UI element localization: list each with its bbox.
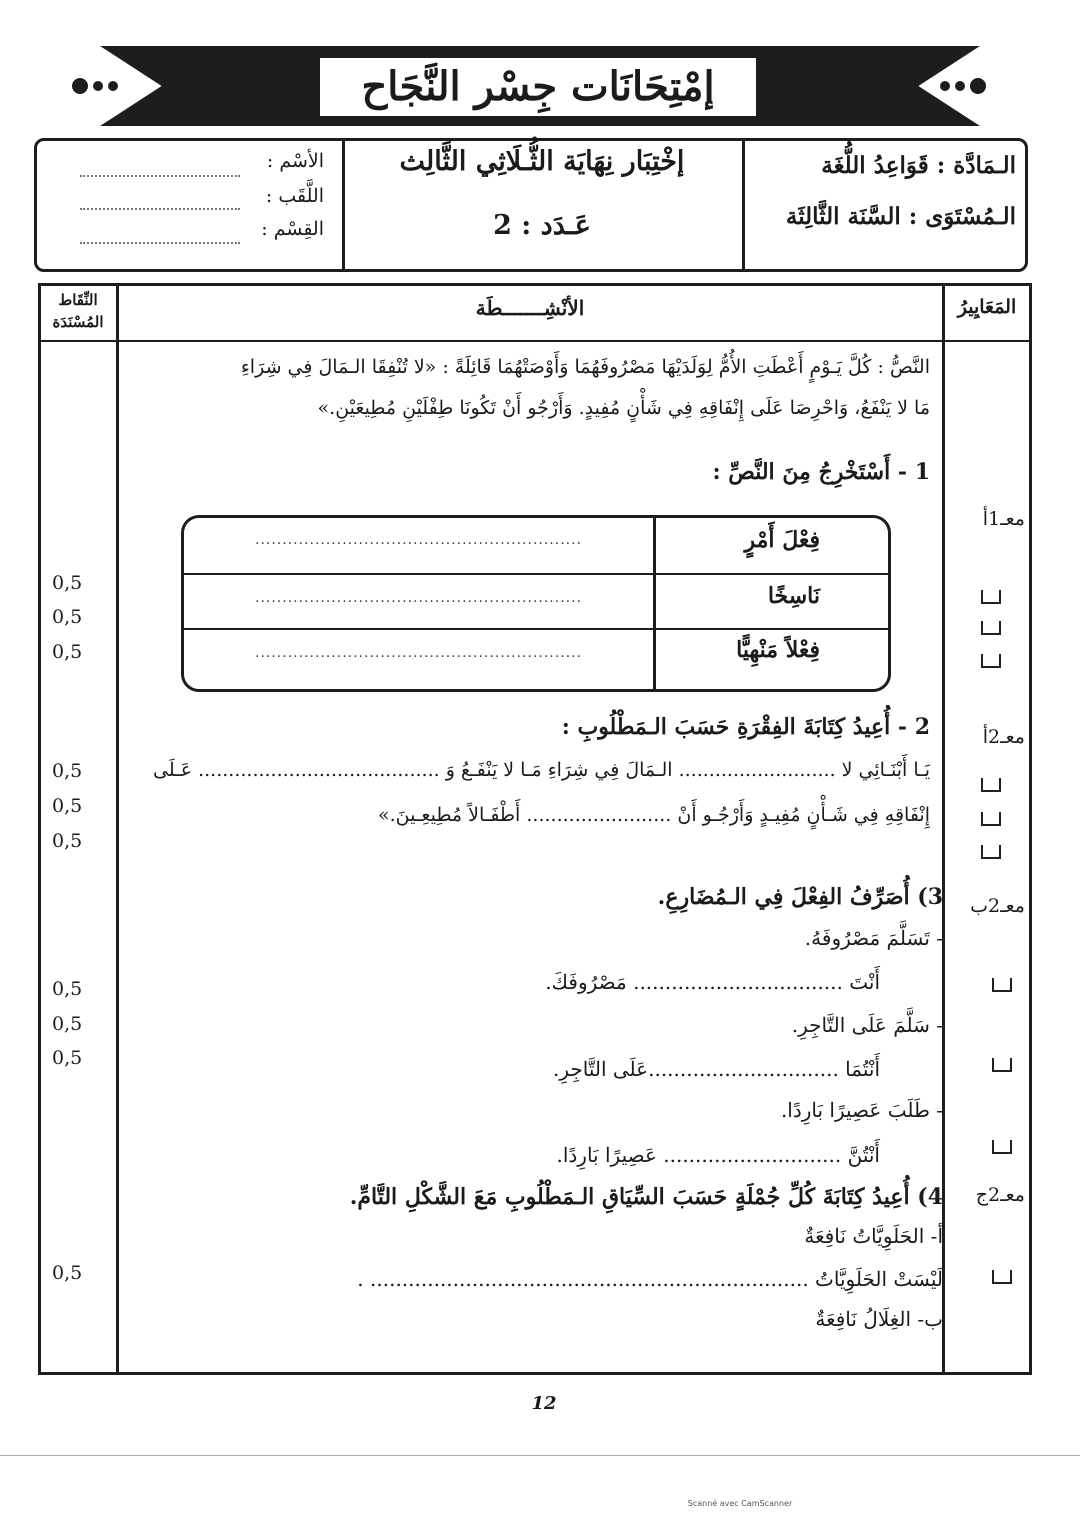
q1-row-2-label: نَاسِخًا	[767, 583, 820, 609]
q4-item-a: أ- الحَلَوِيَّاتُ نَافِعَةٌ	[804, 1224, 943, 1248]
section-field[interactable]	[80, 242, 240, 244]
q3-item-1-answer[interactable]: أَنْتَ ................................. مَصْرُوفَكَ.	[545, 970, 880, 994]
activity-table	[38, 283, 1032, 1375]
q4-prompt: 4) أُعِيدُ كِتَابَةَ كُلِّ جُمْلَةٍ حَسَبَ السِّيَاقِ الـمَطْلُوبِ مَعَ الشَّكْلِ التَّامِّ.	[349, 1184, 943, 1210]
q1-criterion: معـ1أ	[982, 508, 1025, 530]
q4-checkbox-1[interactable]	[992, 1270, 1012, 1284]
q2-checkbox-2[interactable]	[981, 812, 1001, 826]
q3-item-3-answer[interactable]: أَنْتُنَّ ............................ عَصِيرًا بَارِدًا.	[556, 1143, 880, 1167]
q1-checkbox-1[interactable]	[981, 590, 1001, 604]
name-field[interactable]	[80, 175, 240, 177]
q3-checkbox-3[interactable]	[992, 1140, 1012, 1154]
section-label: القِسْم :	[261, 218, 324, 240]
q1-points-3: 0,5	[52, 641, 83, 663]
passage-line-1: النَّصُّ : كُلَّ يَـوْمٍ أَعْطَتِ الأُمُّ لِوَلَدَيْهَا مَصْرُوفَهُمَا وَأَوْصَتْهُمَا قَائِلَةً : «لا تُنْفِقَا الـمَالَ فِي شِرَاءِ	[240, 356, 930, 378]
q2-points-1: 0,5	[52, 760, 83, 782]
q1-points-1: 0,5	[52, 572, 83, 594]
q3-points-2: 0,5	[52, 1013, 83, 1035]
exam-title: إخْتِبَار نِهَايَة الثُّـلَاثِي الثَّالِث	[399, 146, 685, 177]
criteria-header: المَعَايِيرُ	[957, 296, 1017, 318]
q3-criterion: معـ2ب	[970, 895, 1025, 917]
q1-prompt: 1 - أَسْتَخْرِجُ مِنَ النَّصِّ :	[712, 459, 930, 485]
q4-criterion: معـ2ج	[975, 1184, 1025, 1206]
q3-points-1: 0,5	[52, 978, 83, 1000]
q4-item-a-answer[interactable]: لَيْسَتْ الحَلَوِيَّاتُ ..................................................................... .	[357, 1267, 943, 1291]
name-label: الأسْم :	[266, 150, 324, 172]
points-header-2: المُسْنَدَة	[52, 313, 104, 331]
scan-watermark: Scanné avec CamScanner	[687, 1499, 793, 1508]
q2-points-2: 0,5	[52, 795, 83, 817]
left-dots-icon	[72, 72, 118, 100]
q1-row-3-answer[interactable]: ............................................................	[255, 645, 583, 661]
surname-label: اللَّقَب :	[265, 185, 324, 207]
surname-field[interactable]	[80, 208, 240, 210]
q4-points-1: 0,5	[52, 1262, 83, 1284]
subject-label: الـمَادَّة : قَوَاعِدُ اللُّغَة	[821, 152, 1016, 179]
right-dots-icon	[940, 72, 986, 100]
level-label: الـمُسْتَوَى : السَّنَة الثَّالِثَة	[785, 203, 1016, 230]
q3-points-3: 0,5	[52, 1047, 83, 1069]
q2-points-3: 0,5	[52, 830, 83, 852]
q2-criterion: معـ2أ	[982, 726, 1025, 748]
exam-number: عَـدَد : 2	[493, 210, 591, 241]
q1-points-2: 0,5	[52, 606, 83, 628]
banner-title: إمْتِحَانَات جِسْر النَّجَاح	[361, 63, 715, 110]
q4-item-b: ب- الغِلَالُ نَافِعَةٌ	[815, 1307, 943, 1331]
passage-line-2: مَا لا يَنْفَعُ، وَاحْرِصَا عَلَى إِنْفَاقِهِ فِي شَأْنٍ مُفِيدٍ. وَأَرْجُو أَنْ تَكُونَا طِفْلَيْنِ مُطِيعَيْنِ.»	[317, 397, 930, 419]
q2-line-2[interactable]: إِنْفَاقِهِ فِي شَـأْنٍ مُفِيـدٍ وَأَرْجُـو أَنْ ........................ أَطْفَـالاً مُطِيعِـينَ.»	[378, 804, 930, 826]
q1-row-3-label: فِعْلاً مَنْهِيًّا	[736, 637, 820, 663]
q3-item-2-answer[interactable]: أَنْتُمَا ..............................عَلَى التَّاجِرِ.	[552, 1057, 880, 1081]
activities-header: الأنْشِـــــــطَة	[475, 296, 585, 320]
q1-row-1-answer[interactable]: ............................................................	[255, 532, 583, 548]
q2-checkbox-3[interactable]	[981, 845, 1001, 859]
q3-item-1-sentence: - تَسَلَّمَ مَصْرُوفَهُ.	[804, 926, 943, 950]
q3-item-3-sentence: - طَلَبَ عَصِيرًا بَارِدًا.	[780, 1098, 943, 1122]
bottom-rule	[0, 1455, 1080, 1456]
points-header-1: النِّقَاط	[58, 291, 98, 309]
q1-row-2-answer[interactable]: ............................................................	[255, 590, 583, 606]
q2-line-1[interactable]: يَـا أَبْنَـائِي لا .......................... الـمَالَ فِي شِرَاءِ مَـا لا يَنْفَـعُ وَ ........................................ عَـلَى	[153, 759, 930, 781]
q2-prompt: 2 - أُعِيدُ كِتَابَةَ الفِقْرَةِ حَسَبَ الـمَطْلُوبِ :	[561, 714, 930, 740]
q3-checkbox-1[interactable]	[992, 978, 1012, 992]
q1-row-1-label: فِعْلَ أَمْرٍ	[744, 527, 820, 553]
page-number: 12	[531, 1393, 557, 1414]
q3-checkbox-2[interactable]	[992, 1058, 1012, 1072]
q3-prompt: 3) أُصَرِّفُ الفِعْلَ فِي الـمُضَارِعِ.	[657, 884, 943, 910]
q3-item-2-sentence: - سَلَّمَ عَلَى التَّاجِرِ.	[791, 1013, 943, 1037]
q1-checkbox-3[interactable]	[981, 654, 1001, 668]
q1-checkbox-2[interactable]	[981, 621, 1001, 635]
q2-checkbox-1[interactable]	[981, 778, 1001, 792]
